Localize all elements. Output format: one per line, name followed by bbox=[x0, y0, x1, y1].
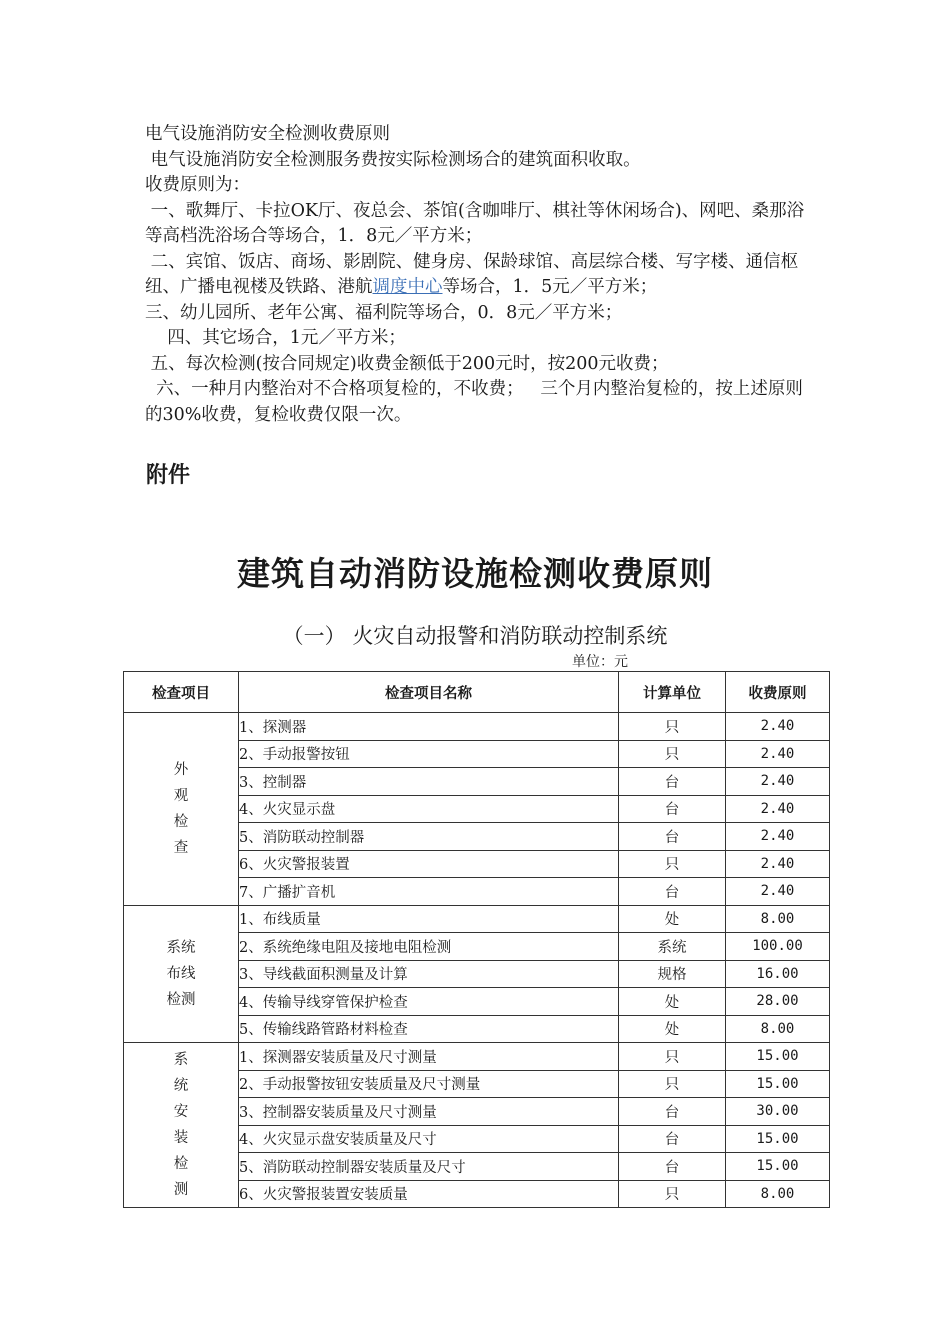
header-fee: 收费原则 bbox=[726, 672, 830, 713]
header-unit: 计算单位 bbox=[619, 672, 726, 713]
intro-text: 等场合，1．5元／平方米； bbox=[442, 277, 658, 297]
unit-cell: 处 bbox=[619, 905, 726, 933]
fee-cell: 16.00 bbox=[726, 960, 830, 988]
fee-cell: 15.00 bbox=[726, 1043, 830, 1071]
unit-cell: 台 bbox=[619, 1153, 726, 1181]
item-name-cell: 3、控制器 bbox=[239, 768, 619, 796]
fee-cell: 8.00 bbox=[726, 1180, 830, 1208]
intro-line: 四、其它场合，1元／平方米； bbox=[145, 328, 406, 348]
item-name-cell: 6、火灾警报装置 bbox=[239, 850, 619, 878]
page-title: 建筑自动消防设施检测收费原则 bbox=[237, 554, 713, 593]
header-item-name: 检查项目名称 bbox=[239, 672, 619, 713]
unit-cell: 系统 bbox=[619, 933, 726, 961]
unit-cell: 台 bbox=[619, 795, 726, 823]
fee-cell: 2.40 bbox=[726, 850, 830, 878]
item-name-cell: 5、传输线路管路材料检查 bbox=[239, 1015, 619, 1043]
intro-line: 三、幼儿园所、老年公寓、福利院等场合，0．8元／平方米； bbox=[145, 302, 623, 323]
intro-line bbox=[145, 250, 815, 301]
intro-text: 二、宾馆、饭店、商场、影剧院、健身房、保龄球馆、高层综合楼、写字楼、通信枢纽、广播电视楼及铁路、港航 bbox=[145, 251, 799, 297]
fee-cell: 15.00 bbox=[726, 1153, 830, 1181]
item-name-cell: 1、探测器 bbox=[239, 713, 619, 741]
unit-cell: 只 bbox=[619, 740, 726, 768]
unit-cell: 台 bbox=[619, 1098, 726, 1126]
fee-cell: 2.40 bbox=[726, 795, 830, 823]
item-name-cell: 1、探测器安装质量及尺寸测量 bbox=[239, 1043, 619, 1071]
item-name-cell: 2、手动报警按钮安装质量及尺寸测量 bbox=[239, 1070, 619, 1098]
fee-cell: 2.40 bbox=[726, 740, 830, 768]
item-name-cell: 5、消防联动控制器 bbox=[239, 823, 619, 851]
table-body bbox=[124, 713, 830, 1208]
unit-cell: 只 bbox=[619, 1043, 726, 1071]
item-name-cell: 2、手动报警按钮 bbox=[239, 740, 619, 768]
unit-cell: 台 bbox=[619, 768, 726, 796]
item-name-cell: 4、火灾显示盘 bbox=[239, 795, 619, 823]
intro-line: 收费原则为： bbox=[145, 175, 250, 195]
unit-cell: 台 bbox=[619, 878, 726, 906]
intro-heading: 电气设施消防安全检测收费原则 bbox=[145, 124, 390, 144]
dispatch-center-link[interactable]: 调度中心 bbox=[372, 277, 443, 297]
unit-cell: 处 bbox=[619, 988, 726, 1016]
fee-cell: 2.40 bbox=[726, 713, 830, 741]
unit-cell: 规格 bbox=[619, 960, 726, 988]
fee-cell: 8.00 bbox=[726, 1015, 830, 1043]
table-row bbox=[124, 1043, 830, 1071]
category-cell: 外 观 检 查 bbox=[124, 713, 239, 906]
fee-cell: 100.00 bbox=[726, 933, 830, 961]
unit-cell: 处 bbox=[619, 1015, 726, 1043]
item-name-cell: 4、火灾显示盘安装质量及尺寸 bbox=[239, 1125, 619, 1153]
fee-cell: 8.00 bbox=[726, 905, 830, 933]
fee-cell: 28.00 bbox=[726, 988, 830, 1016]
item-name-cell: 3、控制器安装质量及尺寸测量 bbox=[239, 1098, 619, 1126]
fee-cell: 15.00 bbox=[726, 1070, 830, 1098]
intro-line: 一、歌舞厅、卡拉OK厅、夜总会、茶馆(含咖啡厅、棋社等休闲场合)、网吧、桑那浴等高档洗浴场合等场合，1．8元／平方米； bbox=[145, 200, 805, 246]
item-name-cell: 3、导线截面积测量及计算 bbox=[239, 960, 619, 988]
item-name-cell: 5、消防联动控制器安装质量及尺寸 bbox=[239, 1153, 619, 1181]
category-cell: 系 统 安 装 检 测 bbox=[124, 1043, 239, 1208]
item-name-cell: 4、传输导线穿管保护检查 bbox=[239, 988, 619, 1016]
unit-cell: 只 bbox=[619, 1070, 726, 1098]
unit-cell: 只 bbox=[619, 850, 726, 878]
unit-cell: 台 bbox=[619, 1125, 726, 1153]
unit-cell: 台 bbox=[619, 823, 726, 851]
unit-cell: 只 bbox=[619, 713, 726, 741]
unit-note: 单位：元 bbox=[572, 654, 628, 670]
section-subtitle: （一） 火灾自动报警和消防联动控制系统 bbox=[282, 624, 668, 648]
intro-section bbox=[145, 122, 815, 428]
unit-cell: 只 bbox=[619, 1180, 726, 1208]
item-name-cell: 1、布线质量 bbox=[239, 905, 619, 933]
table-row bbox=[124, 905, 830, 933]
intro-line: 电气设施消防安全检测服务费按实际检测场合的建筑面积收取。 bbox=[145, 149, 641, 170]
fee-cell: 15.00 bbox=[726, 1125, 830, 1153]
fee-cell: 2.40 bbox=[726, 878, 830, 906]
header-category: 检查项目 bbox=[124, 672, 239, 713]
item-name-cell: 7、广播扩音机 bbox=[239, 878, 619, 906]
fee-cell: 30.00 bbox=[726, 1098, 830, 1126]
item-name-cell: 2、系统绝缘电阻及接地电阻检测 bbox=[239, 933, 619, 961]
category-cell: 系统 布线 检测 bbox=[124, 905, 239, 1043]
intro-line: 五、每次检测(按合同规定)收费金额低于200元时，按200元收费； bbox=[145, 353, 669, 374]
table-header-row bbox=[124, 672, 830, 713]
attachment-label: 附件 bbox=[146, 463, 191, 488]
fee-cell: 2.40 bbox=[726, 823, 830, 851]
fee-table bbox=[123, 671, 830, 1208]
fee-cell: 2.40 bbox=[726, 768, 830, 796]
table-row bbox=[124, 713, 830, 741]
intro-line: 六、一种月内整治对不合格项复检的，不收费； 三个月内整治复检的，按上述原则的30%收费，复检收费仅限一次。 bbox=[145, 379, 803, 425]
item-name-cell: 6、火灾警报装置安装质量 bbox=[239, 1180, 619, 1208]
